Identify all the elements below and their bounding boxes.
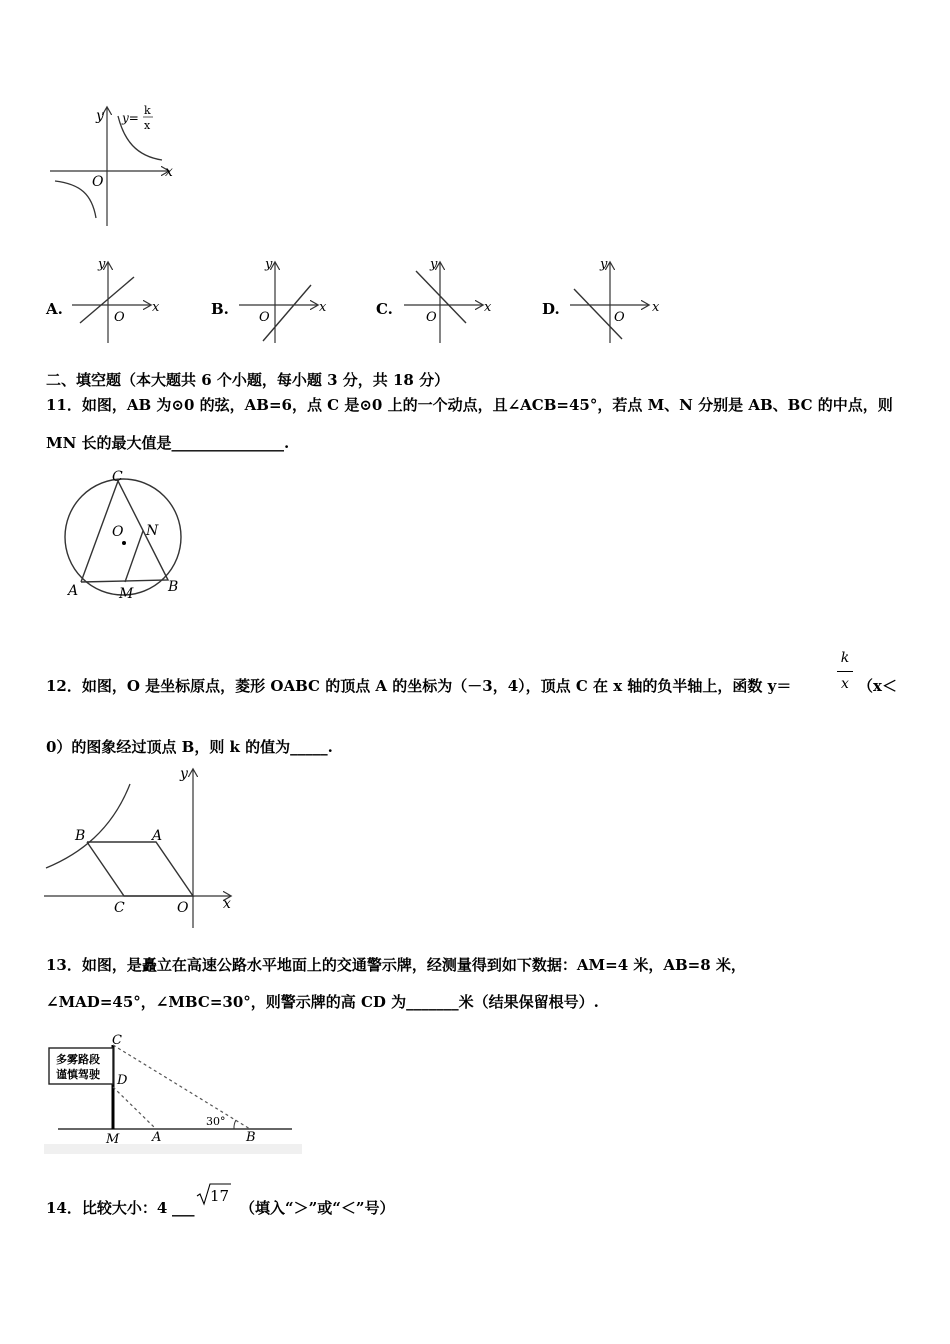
- option-a-y: y: [98, 257, 106, 272]
- q13-line1: 13．如图，是矗立在高速公路水平地面上的交通警示牌，经测量得到如下数据：AM=4 米，AB=8 米，: [46, 956, 746, 974]
- q11-label-n: N: [146, 523, 159, 539]
- option-b-y: y: [265, 257, 273, 272]
- option-c-o: O: [426, 310, 437, 325]
- option-d-label: D.: [542, 300, 560, 318]
- q14-suffix: （填入“＞”或“＜”号）: [240, 1199, 395, 1217]
- q10-eq-y: y=: [122, 111, 139, 125]
- q11-circle-figure: [56, 465, 196, 605]
- q13-label-d: D: [117, 1073, 128, 1088]
- option-b-o: O: [259, 310, 270, 325]
- option-d-graph: [568, 255, 668, 347]
- q12-line1-tail: （x＜: [858, 677, 897, 695]
- option-c-y: y: [430, 257, 438, 272]
- q10-main-graph: [40, 98, 190, 230]
- q11-label-m: M: [119, 586, 134, 602]
- q14-prefix: 14．比较大小：4: [46, 1199, 168, 1217]
- option-a-x: x: [152, 300, 160, 315]
- q13-label-a: A: [152, 1130, 162, 1145]
- option-d-o: O: [614, 310, 625, 325]
- q12-label-x: x: [223, 896, 231, 912]
- q10-eq-num: k: [144, 104, 151, 117]
- q12-line1: 12．如图，O 是坐标原点，菱形 OABC 的顶点 A 的坐标为（－3，4），顶点 C 在 x 轴的负半轴上，函数 y＝: [46, 677, 792, 695]
- q11-line2: MN 长的最大值是_______________.: [46, 434, 290, 452]
- q12-frac-num: k: [840, 650, 850, 666]
- q12-rhombus-figure: [40, 762, 240, 932]
- option-a-o: O: [114, 310, 125, 325]
- q13-label-m: M: [106, 1132, 120, 1147]
- q13-line2: ∠MAD=45°，∠MBC=30°，则警示牌的高 CD 为_______米（结果保留根号）.: [46, 993, 599, 1011]
- q12-frac-den: x: [841, 676, 849, 692]
- option-b-x: x: [319, 300, 327, 315]
- q12-label-a: A: [152, 828, 163, 844]
- q13-sign-figure: [44, 1032, 302, 1154]
- option-d-y: y: [600, 257, 608, 272]
- q12-line2: 0）的图象经过顶点 B，则 k 的值为_____.: [46, 738, 333, 756]
- q11-label-a: A: [68, 583, 79, 599]
- q14-sqrt-symbol: [196, 1182, 232, 1208]
- q12-label-b: B: [75, 828, 86, 844]
- q11-line1: 11．如图，AB 为⊙0 的弦，AB=6，点 C 是⊙0 上的一个动点，且∠ACB=45°，若点 M、N 分别是 AB、BC 的中点，则: [46, 396, 893, 414]
- option-c-label: C.: [376, 300, 393, 318]
- q13-label-c: C: [112, 1033, 122, 1048]
- q11-label-c: C: [112, 469, 123, 485]
- option-c-x: x: [484, 300, 492, 315]
- q10-y-label: y: [96, 108, 104, 124]
- option-b-graph: [237, 255, 337, 347]
- q14-radicand: 17: [210, 1187, 230, 1205]
- q12-frac-bar: [837, 671, 853, 672]
- q13-label-b: B: [246, 1130, 256, 1145]
- q13-angle-label: 30°: [206, 1115, 226, 1128]
- q12-label-y: y: [180, 766, 188, 782]
- q12-label-o: O: [177, 900, 189, 916]
- option-b-label: B.: [211, 300, 229, 318]
- q13-sign-line2: 谨慎驾驶: [56, 1068, 100, 1081]
- option-c-graph: [402, 255, 502, 347]
- q10-x-label: x: [165, 164, 173, 180]
- q13-sign-line1: 多雾路段: [56, 1053, 100, 1066]
- q11-label-b: B: [168, 579, 179, 595]
- q10-eq-den: x: [144, 119, 151, 132]
- q14-blank: ___: [172, 1199, 195, 1217]
- q11-label-o: O: [112, 524, 124, 540]
- section-heading: 二、填空题（本大题共 6 个小题，每小题 3 分，共 18 分）: [46, 371, 450, 389]
- option-a-graph: [70, 255, 170, 347]
- q10-origin: O: [92, 174, 104, 190]
- q12-label-c: C: [114, 900, 125, 916]
- option-a-label: A.: [46, 300, 63, 318]
- option-d-x: x: [652, 300, 660, 315]
